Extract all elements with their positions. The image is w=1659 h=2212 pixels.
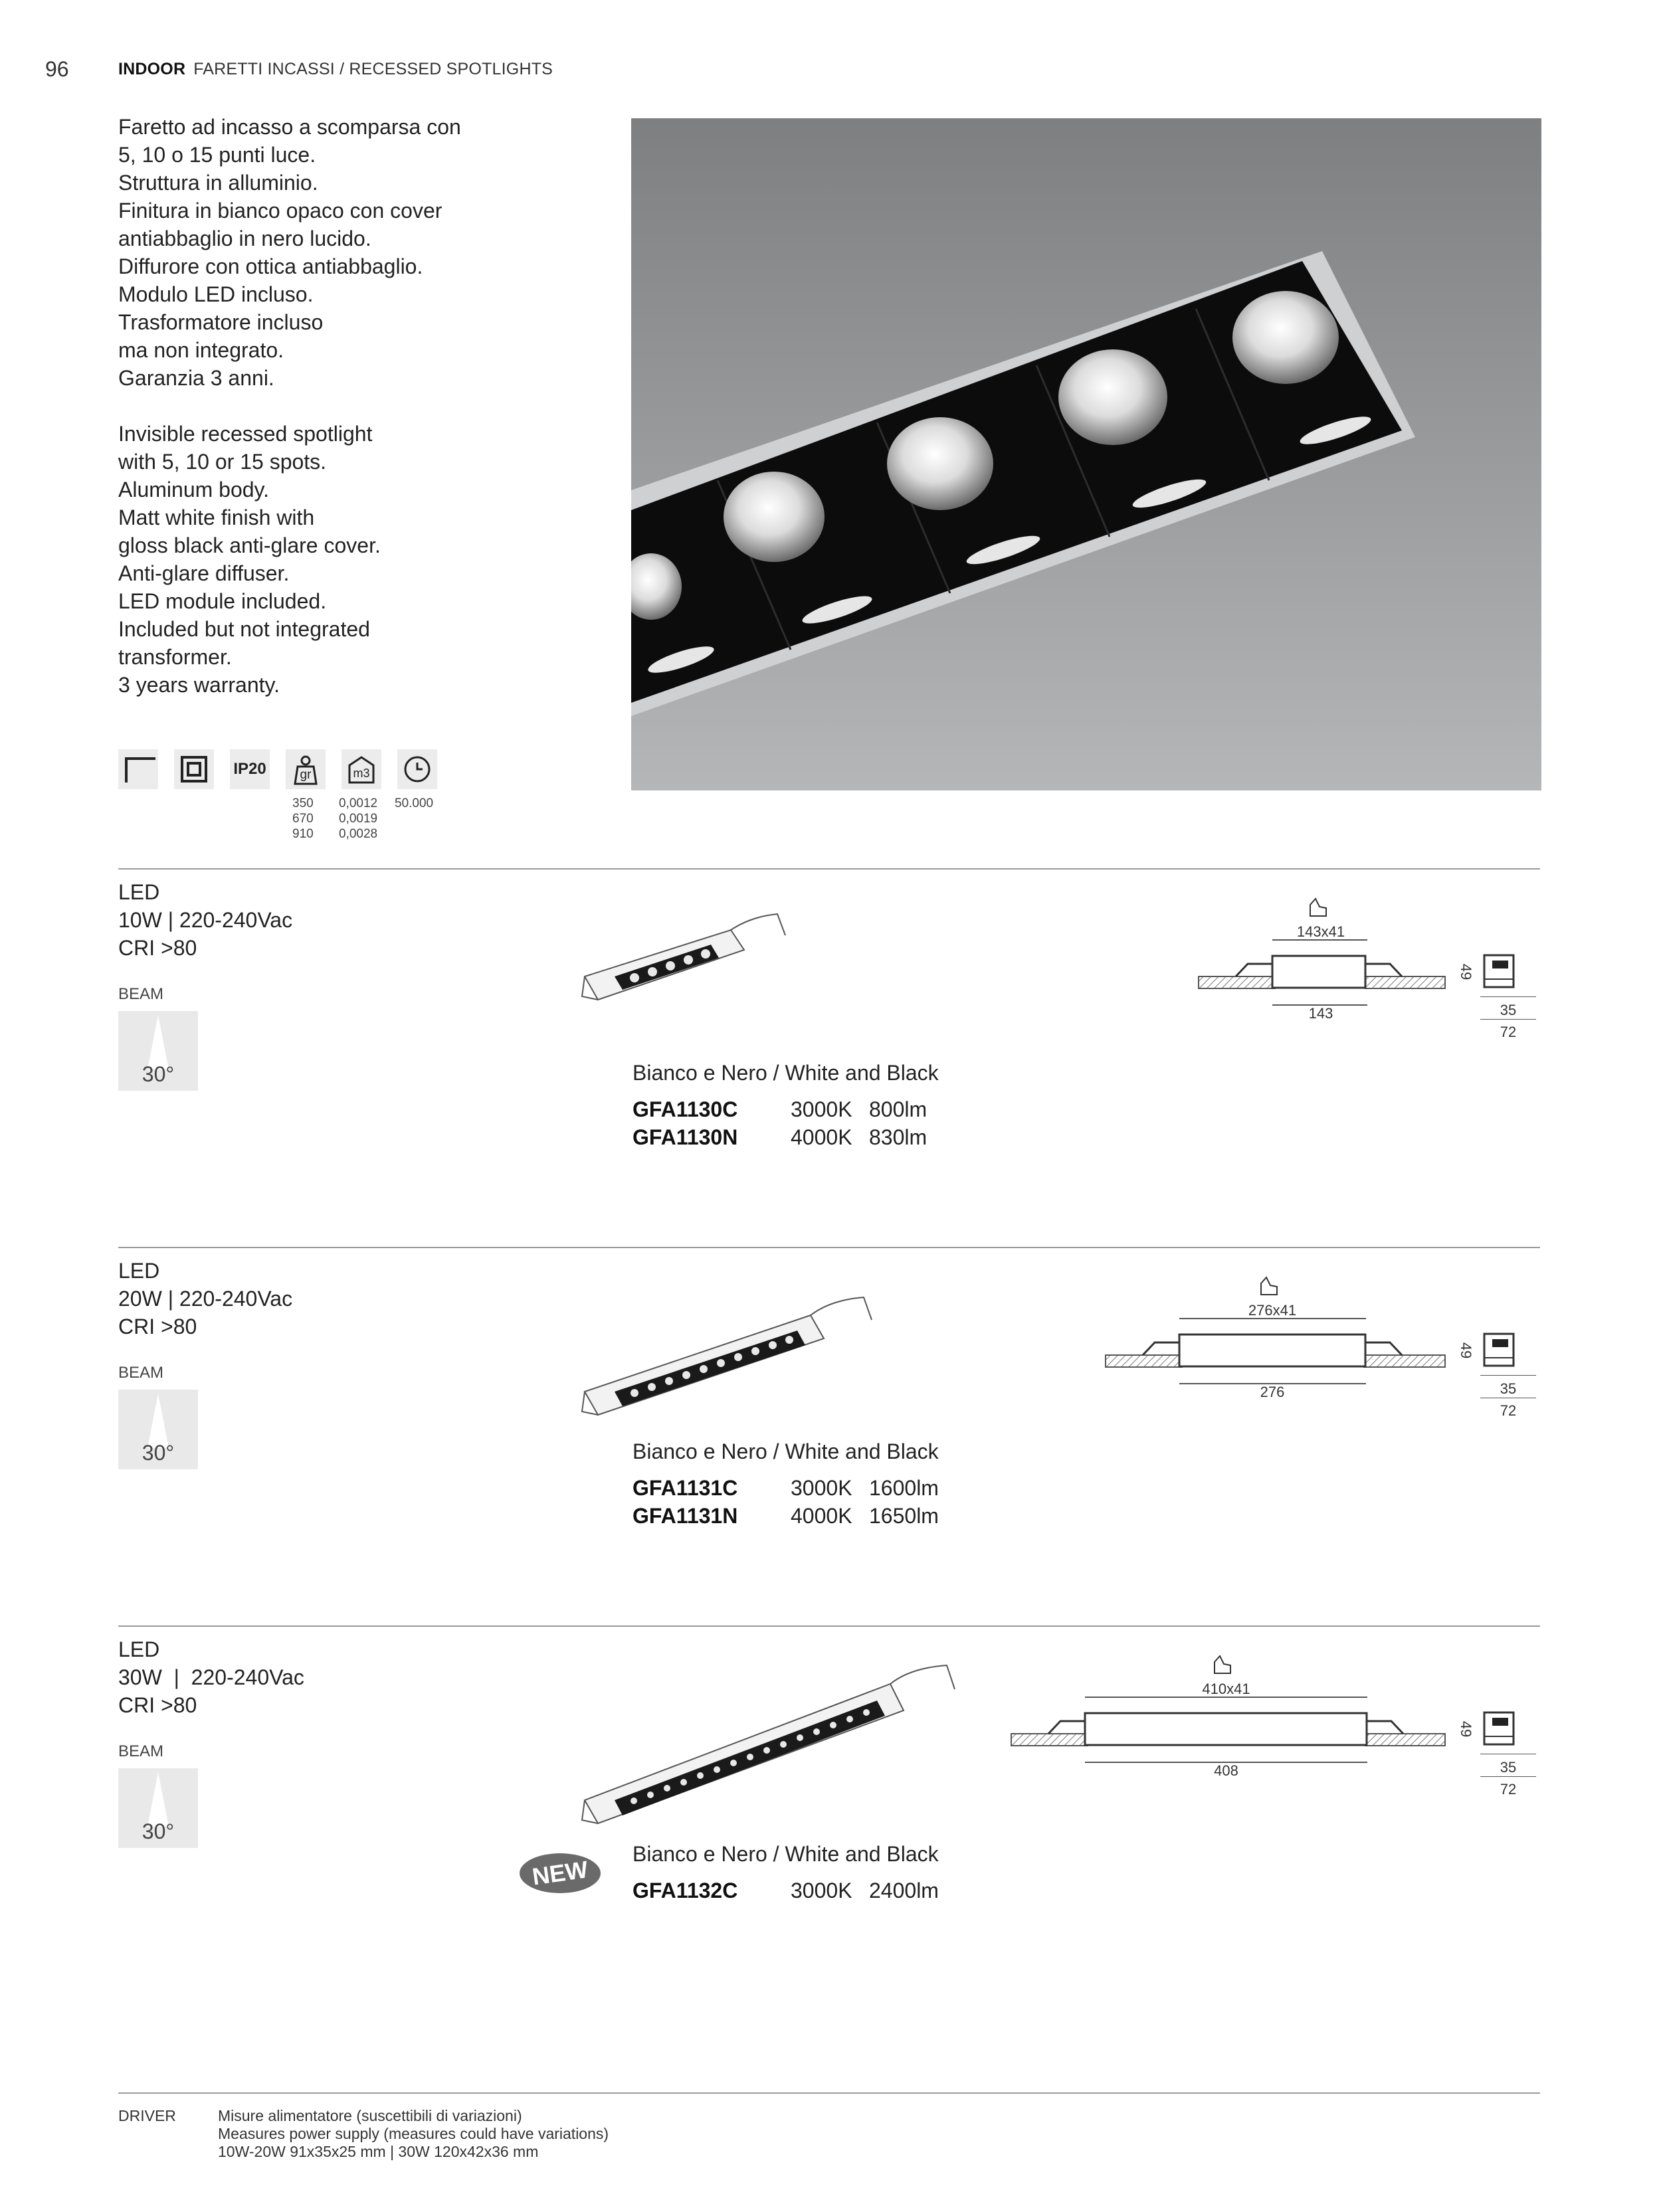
section-title: INDOOR	[118, 60, 186, 78]
desc-line-it: Trasformatore incluso	[118, 310, 324, 334]
lumen-output: 1650lm	[869, 1504, 939, 1528]
depth-dimension: 35	[1500, 1002, 1517, 1018]
beam-angle-box	[118, 1011, 198, 1091]
color-temperature: 4000K	[791, 1504, 852, 1528]
beam-angle-value: 30°	[142, 1441, 175, 1465]
finish-label: Bianco e Nero / White and Black	[633, 1061, 939, 1085]
desc-line-en: Matt white finish with	[118, 506, 315, 529]
section-divider	[118, 1247, 1540, 1248]
cutout-dimension: 143x41	[1296, 923, 1345, 940]
category-title: FARETTI INCASSI / RECESSED SPOTLIGHTS	[193, 60, 553, 78]
volume-icon	[342, 749, 381, 789]
product-code: GFA1132C	[633, 1879, 738, 1902]
side-drawing	[1448, 950, 1541, 1050]
product-description	[118, 113, 597, 699]
product-specs: LED 10W | 220-240Vac CRI >80	[118, 880, 293, 960]
product-specs: LED 20W | 220-240Vac CRI >80	[118, 1259, 293, 1338]
color-temperature: 3000K	[791, 1097, 852, 1121]
ip20-icon: IP20	[230, 749, 270, 789]
cutout-dimension: 410x41	[1202, 1681, 1250, 1697]
width-dimension: 143	[1308, 1005, 1333, 1022]
volume-unit: m3	[353, 767, 370, 780]
cutout-drawing	[1103, 1272, 1448, 1405]
driver-note-line: Misure alimentatore (suscettibili di variazioni)	[218, 2107, 522, 2124]
beam-angle-value: 30°	[142, 1819, 175, 1843]
color-temperature: 3000K	[791, 1879, 852, 1902]
desc-line-en: Invisible recessed spotlight	[118, 422, 373, 446]
height-dimension: 49	[1458, 963, 1475, 980]
product-photo	[631, 118, 1541, 790]
depth-dimension: 35	[1500, 1380, 1517, 1397]
weight-values: 350 670 910	[292, 796, 314, 841]
desc-line-it: Garanzia 3 anni.	[118, 366, 274, 390]
finish-label: Bianco e Nero / White and Black	[633, 1842, 939, 1866]
cutout-icon	[1215, 1656, 1230, 1673]
beam-angle-box	[118, 1768, 198, 1848]
new-badge-label: NEW	[530, 1855, 590, 1890]
footer-divider	[118, 2092, 1540, 2094]
product-code: GFA1131N	[633, 1504, 738, 1528]
width-dimension: 276	[1260, 1384, 1285, 1400]
beam-angle-box	[118, 1390, 198, 1469]
recessed-ceiling-icon	[118, 749, 158, 789]
driver-notes	[218, 2107, 609, 2161]
desc-line-en: Included but not integrated	[118, 617, 370, 641]
side-drawing	[1448, 1329, 1541, 1428]
driver-note-line: Measures power supply (measures could have variations)	[218, 2125, 609, 2142]
cutout-icon	[1310, 899, 1326, 916]
weight-icon	[286, 749, 326, 789]
product-code: GFA1131C	[633, 1476, 738, 1500]
beam-angle-value: 30°	[142, 1062, 175, 1086]
beam-label: BEAM	[118, 1742, 164, 1760]
lumen-output: 2400lm	[869, 1879, 939, 1902]
product-code-row	[633, 1123, 927, 1151]
depth-dimension: 72	[1500, 1781, 1517, 1797]
depth-dimension: 72	[1500, 1402, 1517, 1419]
depth-dimension: 72	[1500, 1024, 1517, 1040]
product-code: GFA1130C	[633, 1097, 738, 1121]
depth-dimension: 35	[1500, 1759, 1517, 1776]
cutout-drawing	[1009, 1651, 1448, 1784]
desc-line-en: Anti-glare diffuser.	[118, 561, 290, 585]
lumen-output: 830lm	[869, 1125, 927, 1149]
desc-line-it: Modulo LED incluso.	[118, 282, 314, 306]
desc-line-en: Aluminum body.	[118, 478, 270, 502]
height-dimension: 49	[1458, 1342, 1475, 1359]
desc-line-en: with 5, 10 or 15 spots.	[118, 450, 327, 474]
driver-note-line: 10W-20W 91x35x25 mm | 30W 120x42x36 mm	[218, 2143, 539, 2160]
desc-line-it: 5, 10 o 15 punti luce.	[118, 143, 316, 167]
product-code: GFA1130N	[633, 1125, 738, 1149]
desc-line-en: 3 years warranty.	[118, 673, 280, 697]
beam-label: BEAM	[118, 1364, 164, 1382]
page-number: 96	[45, 57, 69, 81]
volume-values: 0,0012 0,0019 0,0028	[339, 796, 378, 841]
desc-line-it: antiabbaglio in nero lucido.	[118, 227, 371, 250]
desc-line-it: Faretto ad incasso a scomparsa con	[118, 115, 461, 139]
beam-label: BEAM	[118, 985, 164, 1003]
section-divider	[118, 868, 1540, 870]
product-code-row	[633, 1502, 939, 1530]
product-code-row	[633, 1474, 939, 1502]
weight-unit: gr	[300, 768, 312, 782]
section-divider	[118, 1625, 1540, 1627]
lifetime-value: 50.000	[395, 796, 434, 810]
desc-line-en: transformer.	[118, 645, 232, 669]
cutout-dimension: 276x41	[1248, 1302, 1297, 1319]
page-header	[118, 60, 553, 79]
product-drawing-10w	[578, 903, 791, 1026]
double-insulation-icon	[174, 749, 214, 789]
desc-line-it: ma non integrato.	[118, 338, 284, 362]
product-drawing-20w	[578, 1279, 884, 1428]
product-code-row	[633, 1095, 927, 1123]
finish-label: Bianco e Nero / White and Black	[633, 1439, 939, 1463]
desc-line-it: Diffurore con ottica antiabbaglio.	[118, 254, 423, 278]
lifetime-clock-icon	[397, 749, 437, 789]
desc-line-en: LED module included.	[118, 589, 327, 613]
cutout-icon	[1261, 1277, 1277, 1295]
product-code-row	[633, 1877, 939, 1904]
color-temperature: 4000K	[791, 1125, 852, 1149]
desc-line-it: Struttura in alluminio.	[118, 171, 318, 195]
desc-line-en: gloss black anti-glare cover.	[118, 533, 381, 557]
side-drawing	[1448, 1707, 1541, 1807]
cutout-drawing	[1196, 893, 1448, 1026]
color-temperature: 3000K	[791, 1476, 852, 1500]
driver-label: DRIVER	[118, 2107, 176, 2124]
product-drawing-30w	[578, 1644, 963, 1833]
desc-line-it: Finitura in bianco opaco con cover	[118, 199, 442, 223]
new-badge	[518, 1852, 602, 1894]
height-dimension: 49	[1458, 1720, 1475, 1738]
product-specs: LED 30W | 220-240Vac CRI >80	[118, 1637, 304, 1717]
width-dimension: 408	[1214, 1762, 1238, 1779]
lumen-output: 1600lm	[869, 1476, 939, 1500]
lumen-output: 800lm	[869, 1097, 927, 1121]
